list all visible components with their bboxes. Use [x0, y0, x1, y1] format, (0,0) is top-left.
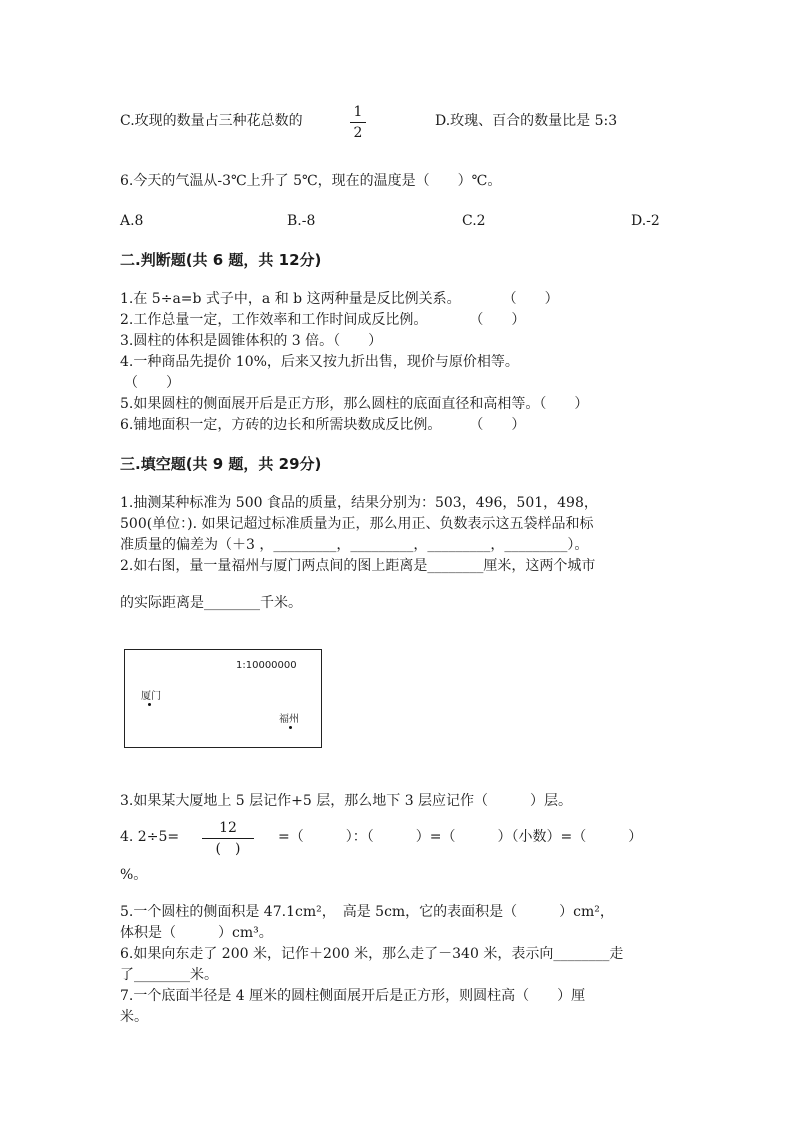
fill-q1-line1: 1.抽测某种标准为 500 食品的质量，结果分别为：503，496，501，498，: [120, 495, 598, 511]
fill-q7-line1: 7.一个底面半径是 4 厘米的圆柱侧面展开后是正方形，则圆柱高（ ）厘: [120, 988, 586, 1004]
fill-q1-line3: 准质量的偏差为（＋3 ，_________，_________，_________，_________）。: [120, 537, 589, 553]
q6-option-c: C.2: [462, 213, 486, 229]
fill-q5-line2: 体积是（ ）cm³。: [120, 925, 273, 941]
option-c-fraction: [350, 104, 366, 141]
section-2-title: 二.判断题(共 6 题，共 12分): [120, 251, 322, 269]
fill-q7-line2: 米。: [120, 1009, 148, 1025]
city-label-xiamen: 厦门: [141, 691, 161, 702]
fraction-numerator: 12: [219, 820, 237, 836]
q6-stem: 6.今天的气温从-3℃上升了 5℃，现在的温度是（ ）℃。: [120, 173, 502, 189]
q6-option-a: A.8: [120, 213, 144, 229]
judge-item-1: 1.在 5÷a=b 式子中，a 和 b 这两种量是反比例关系。 （ ）: [120, 291, 559, 307]
judge-item-3: 3.圆柱的体积是圆锥体积的 3 倍。（ ）: [120, 333, 383, 349]
judge-item-6: 6.铺地面积一定，方砖的边长和所需块数成反比例。 （ ）: [120, 417, 526, 433]
fraction-bar: [350, 122, 366, 123]
fill-q4-fraction: [202, 820, 254, 857]
fill-q5-line1: 5.一个圆柱的侧面积是 47.1cm²， 高是 5cm，它的表面积是（ ）cm²，: [120, 904, 614, 920]
fill-q2-line1: 2.如右图，量一量福州与厦门两点间的图上距离是________厘米，这两个城市: [120, 558, 596, 574]
fill-q4-prefix: 4. 2÷5=: [120, 829, 180, 845]
fill-q6-line1: 6.如果向东走了 200 米，记作＋200 米，那么走了－340 米，表示向________走: [120, 946, 624, 962]
city-point-xiamen: [148, 703, 151, 706]
judge-item-4: 4.一种商品先提价 10%，后来又按九折出售，现价与原价相等。: [120, 354, 519, 370]
map-figure: [124, 649, 322, 748]
city-point-fuzhou: [289, 726, 292, 729]
fraction-bar: [202, 838, 254, 839]
q6-option-d: D.-2: [631, 213, 660, 229]
map-scale: 1:10000000: [236, 660, 297, 671]
judge-item-2: 2.工作总量一定，工作效率和工作时间成反比例。 （ ）: [120, 312, 526, 328]
section-3-title: 三.填空题(共 9 题，共 29分): [120, 455, 322, 473]
fraction-denominator: 2: [353, 125, 363, 141]
option-d-text: D.玫瑰、百合的数量比是 5:3: [435, 113, 618, 129]
judge-item-5: 5.如果圆柱的侧面展开后是正方形，那么圆柱的底面直径和高相等。（ ）: [120, 396, 589, 412]
fill-q4-percent: %。: [120, 867, 148, 883]
fill-q3: 3.如果某大厦地上 5 层记作+5 层，那么地下 3 层应记作（ ）层。: [120, 793, 573, 809]
option-c-text: C.玫现的数量占三种花总数的: [120, 113, 303, 129]
city-label-fuzhou: 福州: [279, 714, 299, 725]
fill-q4-suffix: =（ ）：（ ）=（ ）（小数）=（ ）: [278, 829, 643, 845]
q6-option-b: B.-8: [287, 213, 316, 229]
fill-q6-line2: 了________米。: [120, 967, 218, 983]
fill-q2-line2: 的实际距离是________千米。: [120, 595, 302, 611]
judge-item-4-bracket: （ ）: [124, 375, 180, 391]
fraction-numerator: 1: [353, 104, 363, 120]
fraction-denominator: ( ): [215, 841, 241, 857]
fill-q1-line2: 500(单位：). 如果记超过标准质量为正，那么用正、负数表示这五袋样品和标: [120, 516, 594, 532]
